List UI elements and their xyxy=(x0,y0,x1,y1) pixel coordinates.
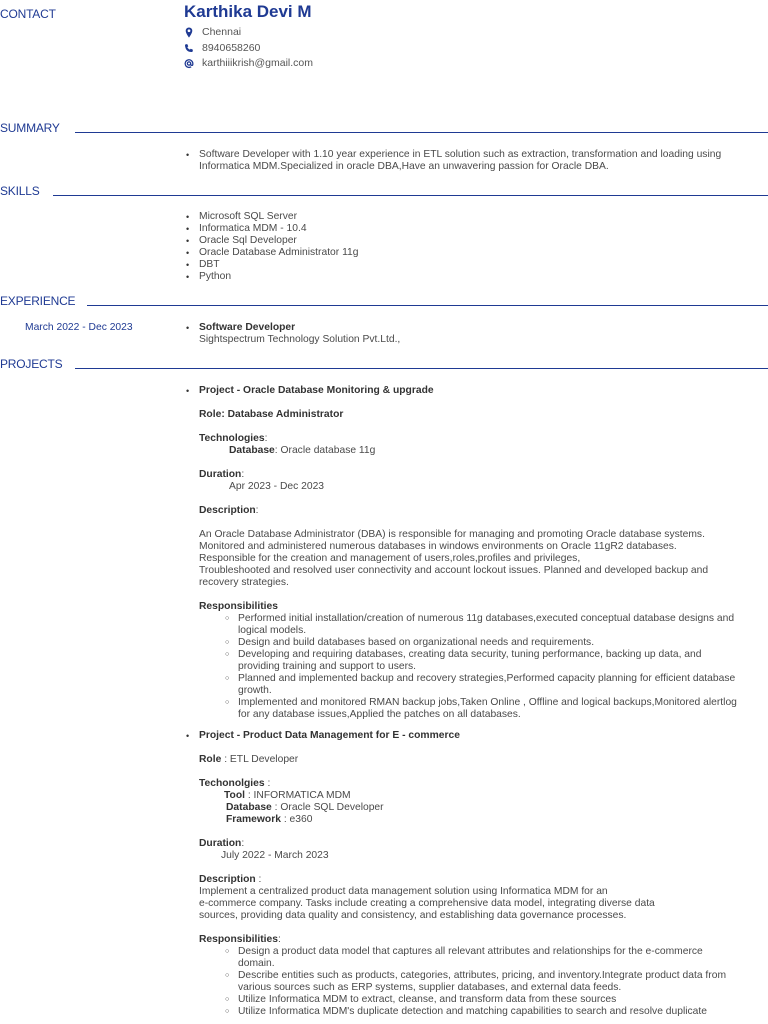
project-2-details xyxy=(199,754,767,1018)
skill-item: • Oracle Database Administrator 11g xyxy=(186,247,359,259)
tool-value: : INFORMATICA MDM xyxy=(244,790,351,801)
responsibility-item xyxy=(225,946,767,970)
responsibility-line: ○ Performed initial installation/creation of numerous 11g databases,executed conceptual database designs and xyxy=(238,613,735,624)
skill-item: • Informatica MDM - 10.4 xyxy=(186,223,359,235)
responsibilities-row xyxy=(199,934,767,946)
responsibilities-list xyxy=(199,613,767,721)
experience-list xyxy=(186,322,400,346)
role-value: : ETL Developer xyxy=(221,754,299,765)
project-item xyxy=(186,730,460,742)
description-row xyxy=(199,505,767,517)
responsibility-line: domain. xyxy=(238,958,275,969)
phone-icon xyxy=(184,43,194,54)
database-label: Database xyxy=(226,802,272,813)
skill-item: • DBT xyxy=(186,259,359,271)
technologies-row xyxy=(199,433,767,445)
description-line: Troubleshooted and resolved user connectivity and account lockout issues. Planned and developed backup and xyxy=(199,565,709,576)
skill-item: • Microsoft SQL Server xyxy=(186,211,359,223)
location-pin-icon xyxy=(184,27,194,38)
duration-colon: : xyxy=(241,838,245,849)
technologies-label: Technologies xyxy=(199,433,265,444)
technologies-label: Techonolgies xyxy=(199,778,265,789)
section-summary-heading: SUMMARY xyxy=(0,121,60,135)
responsibility-line: various sources such as ERP systems, supplier databases, and external data feeds. xyxy=(238,982,622,993)
skills-divider xyxy=(53,195,768,196)
experience-dates: March 2022 - Dec 2023 xyxy=(25,322,133,333)
database-row xyxy=(199,445,767,457)
summary-divider xyxy=(75,132,768,133)
description-line: recovery strategies. xyxy=(199,577,289,588)
contact-email[interactable] xyxy=(184,56,313,70)
responsibilities-colon: : xyxy=(277,934,281,945)
summary-line: • Software Developer with 1.10 year experience in ETL solution such as extraction, transformation and loading using xyxy=(199,149,722,160)
projects-divider xyxy=(75,368,768,369)
project-1-details xyxy=(199,409,767,721)
section-experience-heading: EXPERIENCE xyxy=(0,294,76,308)
project-list xyxy=(186,385,434,397)
description-colon: : xyxy=(255,505,259,516)
project-role: Role: Database Administrator xyxy=(199,409,344,420)
experience-item xyxy=(186,322,400,346)
responsibility-line: ○ Design a product data model that captures all relevant attributes and relationships for the e-commerce xyxy=(238,946,703,957)
candidate-name: Karthika Devi M xyxy=(184,2,312,21)
role-row xyxy=(199,754,767,766)
responsibility-line: logical models. xyxy=(238,625,307,636)
experience-divider xyxy=(87,305,768,306)
technologies-colon: : xyxy=(264,433,268,444)
experience-role: • Software Developer xyxy=(199,322,296,333)
responsibility-line: ○ Implemented and monitored RMAN backup jobs,Taken Online , Offline and logical backups,Monitored alertlog xyxy=(238,697,737,708)
database-row xyxy=(199,802,767,814)
responsibilities-list xyxy=(199,946,767,1018)
framework-row xyxy=(199,814,767,826)
framework-label: Framework xyxy=(226,814,281,825)
duration-label: Duration xyxy=(199,838,242,849)
description-colon: : xyxy=(255,874,262,885)
duration-label: Duration xyxy=(199,469,242,480)
location-text: Chennai xyxy=(202,26,242,38)
duration-row xyxy=(199,469,767,481)
duration-colon: : xyxy=(241,469,245,480)
description-row xyxy=(199,874,767,886)
description-line: sources, providing data quality and consistency, and establishing data governance processes. xyxy=(199,910,627,921)
section-projects-heading: PROJECTS xyxy=(0,357,63,371)
email-text[interactable]: karthiiikrish@gmail.com xyxy=(202,57,314,69)
database-value: : Oracle database 11g xyxy=(274,445,376,456)
tool-row xyxy=(199,790,767,802)
project-title: • Project - Product Data Management for E - commerce xyxy=(199,730,460,741)
skill-item: • Oracle Sql Developer xyxy=(186,235,359,247)
responsibility-line: ○ Utilize Informatica MDM to extract, cleanse, and transform data from these sources xyxy=(238,994,617,1005)
at-sign-icon xyxy=(184,58,194,69)
tool-label: Tool xyxy=(224,790,245,801)
description-line: Implement a centralized product data management solution using Informatica MDM for an xyxy=(199,886,608,897)
section-skills-heading: SKILLS xyxy=(0,184,40,198)
description-label: Description xyxy=(199,874,256,885)
role-label: Role xyxy=(199,754,222,765)
responsibility-item xyxy=(225,994,767,1006)
responsibility-line: ○ Utilize Informatica MDM's duplicate detection and matching capabilities to search and resolve duplicate xyxy=(238,1006,707,1017)
framework-value: : e360 xyxy=(280,814,313,825)
database-value: : Oracle SQL Developer xyxy=(271,802,384,813)
section-contact-heading: CONTACT xyxy=(0,7,56,21)
technologies-colon: : xyxy=(264,778,271,789)
description-line: e-commerce company. Tasks include creating a comprehensive data model, integrating diverse data xyxy=(199,898,655,909)
responsibilities-label: Responsibilities xyxy=(199,601,278,612)
responsibility-item xyxy=(225,697,767,721)
project-title: • Project - Oracle Database Monitoring & upgrade xyxy=(199,385,434,396)
experience-company: Sightspectrum Technology Solution Pvt.Ltd., xyxy=(199,334,401,345)
responsibility-item xyxy=(225,613,767,637)
responsibility-line: ○ Describe entities such as products, categories, attributes, pricing, and inventory.Integrate product data from xyxy=(238,970,727,981)
responsibility-line: ○ Planned and implemented backup and recovery strategies,Performed capacity planning for efficient database xyxy=(238,673,736,684)
description-text xyxy=(199,886,767,922)
database-label: Database xyxy=(229,445,275,456)
phone-text: 8940658260 xyxy=(202,42,261,54)
project-list xyxy=(186,730,460,742)
duration-value: Apr 2023 - Dec 2023 xyxy=(229,481,325,492)
responsibilities-label: Responsibilities xyxy=(199,934,278,945)
responsibility-item xyxy=(225,1006,767,1018)
responsibility-line: providing training and support to users. xyxy=(238,661,417,672)
responsibility-line: ○ Design and build databases based on organizational needs and requirements. xyxy=(238,637,595,648)
summary-line: Informatica MDM.Specialized in oracle DBA,Have an unwavering passion for Oracle DBA. xyxy=(199,161,609,172)
summary-list xyxy=(186,149,721,173)
technologies-row xyxy=(199,778,767,790)
responsibility-line: for any database issues,Applied the patches on all databases. xyxy=(238,709,521,720)
contact-phone xyxy=(184,41,260,55)
description-line: Responsible for the creation and management of users,roles,profiles and privileges, xyxy=(199,553,581,564)
responsibility-item xyxy=(225,673,767,697)
duration-row xyxy=(199,838,767,850)
contact-location xyxy=(184,25,241,39)
responsibility-item xyxy=(225,637,767,649)
skills-list xyxy=(186,211,359,283)
description-line: Monitored and administered numerous databases in windows environments on Oracle 11gR2 databases. xyxy=(199,541,677,552)
description-label: Description xyxy=(199,505,256,516)
summary-item xyxy=(186,149,721,173)
responsibility-item xyxy=(225,970,767,994)
duration-value: July 2022 - March 2023 xyxy=(221,850,329,861)
project-item xyxy=(186,385,434,397)
description-line: An Oracle Database Administrator (DBA) is responsible for managing and promoting Oracle database systems. xyxy=(199,529,705,540)
responsibility-item xyxy=(225,649,767,673)
responsibility-line: growth. xyxy=(238,685,272,696)
description-text xyxy=(199,529,767,589)
responsibility-line: ○ Developing and requiring databases, creating data security, tuning performance, backing up data, and xyxy=(238,649,702,660)
skill-item: • Python xyxy=(186,271,359,283)
